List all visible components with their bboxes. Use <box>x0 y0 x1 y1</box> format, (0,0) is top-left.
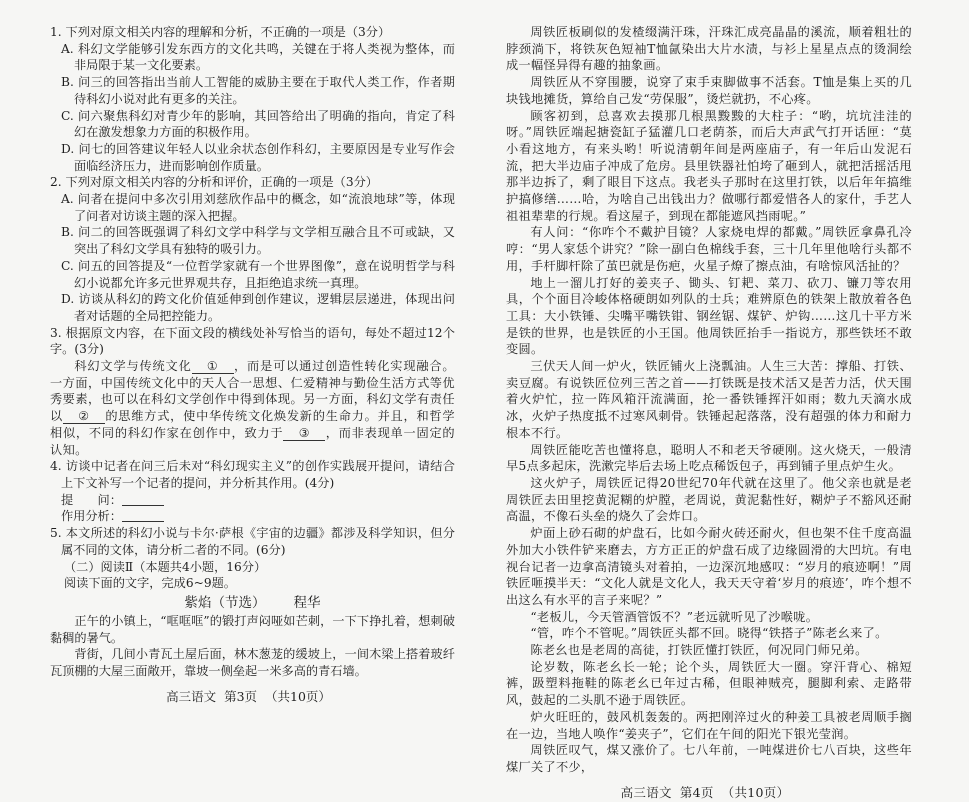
story-title: 紫焰（节选） <box>184 594 266 611</box>
question-4 <box>50 458 455 525</box>
question-1-option-b: B. 问三的回答指出当前人工智能的威胁主要在于取代人类工作，作者期待科幻小说对此有更多的关注。 <box>61 75 455 106</box>
story-paragraph: 三伏天人间一炉火，铁匠铺火上浇瓢油。人生三大苦：撑船、打铁、卖豆腐。有说铁匠位列三苦之首——打铁既是技术活又是苦力活，伏天围着火炉忙，拉一阵风箱汗流满面，抡一番铁锤挥汗如雨；数九天滴水成冰，火炉子热度抵不过寒风刺骨。铁锤起起落落，没有超强的体力和耐力根本不行。 <box>506 359 912 440</box>
story-title-row <box>50 594 455 612</box>
question-3 <box>50 325 455 459</box>
question-4-ask-row <box>61 492 455 509</box>
blank-3: ③ <box>283 427 325 441</box>
question-2-option-c: C. 问五的回答提及“一位哲学家就有一个世界图像”，意在说明哲学与科幻小说都允许多元世界观共存，且拒绝追求统一真理。 <box>61 258 455 290</box>
page-footer-left <box>50 688 455 706</box>
footer-total-pages: （共10页） <box>721 784 790 800</box>
story-paragraph: 有人问：“你咋个不戴护目镜？人家烧电焊的都戴。”周铁匠拿鼻孔冷哼：“男人家恁个讲究？”除一副白色棉线手套，三十几年里他啥行头都不用，手杆脚杆除了茧巴就是伤疤，火星子燎了擦点油，有啥惊风活扯的？ <box>506 225 912 273</box>
story-paragraph: 周铁匠从不穿围腰，说穿了束手束脚做事不活套。T恤是集上买的几块钱地摊货，算给自己发“劳保服”，烫烂就扔，不心疼。 <box>506 75 912 106</box>
left-page <box>50 24 455 706</box>
analysis-answer-line <box>122 521 164 522</box>
question-2-option-a: A. 问者在提问中多次引用刘慈欣作品中的概念，如“流浪地球”等，体现了问者对访谈主题的深入把握。 <box>61 192 455 223</box>
question-5 <box>50 525 455 558</box>
question-2-stem: 2. 下列对原文相关内容的分析和评价，正确的一项是（3分） <box>50 175 378 190</box>
question-2-option-b: B. 问二的回答既强调了科幻文学中科学与文学相互融合且不可或缺，又突出了科幻文学具有独特的吸引力。 <box>61 225 455 257</box>
story-paragraph: 这火炉子，周铁匠记得20世纪70年代就在这里了。他父亲也就是老周铁匠去田里挖黄泥糊的炉膛，老周说，黄泥黏性好，糊炉子不豁风还耐高温，不像石头垒的烧久了会炸口。 <box>506 475 912 524</box>
ask-answer-line <box>122 505 164 506</box>
question-1 <box>50 24 455 174</box>
story-paragraph: 周铁匠叹气，煤又涨价了。七八年前，一吨煤进价七八百块，这些年煤厂关了不少， <box>506 743 912 774</box>
footer-subject: 高三语文 <box>620 784 672 800</box>
question-5-stem: 5. 本文所述的科幻小说与卡尔·萨根《宇宙的边疆》都涉及科学知识，但分属不同的文体，请分析二者的不同。(6分) <box>50 526 455 557</box>
footer-subject: 高三语文 <box>166 688 217 704</box>
page-footer-right <box>506 784 912 802</box>
story-author: 程华 <box>293 594 321 611</box>
story-paragraph: 背街，几间小青瓦土屋后面，林木葱茏的缓坡上，一间木梁上搭着玻纤瓦顶棚的大屋三面敞开，靠坡一侧垒起一米多高的青石墙。 <box>50 647 455 679</box>
right-page <box>506 24 912 802</box>
question-3-stem: 3. 根据原文内容，在下面文段的横线处补写恰当的语句，每处不超过12个字。(3分) <box>50 325 455 357</box>
question-1-option-a: A. 科幻文学能够引发东西方的文化共鸣，关键在于将人类视为整体，而非局限于某一文化要素。 <box>61 41 455 73</box>
story-paragraph: 论岁数，陈老幺长一轮；论个头，周铁匠大一圈。穿汗背心、棉短裤，趿塑料拖鞋的陈老幺已年过古稀，但眼神贼亮，腿脚利索、走路带风，鼓起的二头肌不逊于周铁匠。 <box>506 659 912 708</box>
footer-page-number: 第3页 <box>224 688 258 704</box>
ask-label: 提 问： <box>61 492 122 507</box>
passage-text-2: ，而是可以通过创造性转化实现融合。一方面，中国传统文化中的天人合一思想、仁爱精神与勤俭生活方式等优秀要素，也可以在科幻文学创作中得到体现。另一方面，科幻文学有责任以 <box>50 359 455 424</box>
story-paragraph: 顾客初到，总喜欢去摸那几根黑黢黢的大柱子：“哟，坑坑洼洼的呀。”周铁匠端起搪瓷缸子猛灌几口老荫茶，而后大声武气打开话匣：“莫小看这地方，有来头哟！听说清朝年间是两座庙子，有一年后山发泥石流，把大半边庙子冲成了危房。县里铁器社怕垮了砸到人，就把活摇活甩那半边拆了，剩了眼目下这点。我老头子那时在这里打铁，以后年年搞维护搞修缮……哈，为啥自己出钱出力？做哪行都爱惜各人的家什，手艺人祖祖辈辈的行规。看这屋子，到现在都能遮风挡雨呢。” <box>506 108 912 223</box>
analysis-label: 作用分析： <box>61 509 122 524</box>
question-2-option-d: D. 访谈从科幻的跨文化价值延伸到创作建议，逻辑层层递进，体现出问者对话题的全局把控能力。 <box>61 292 455 323</box>
question-2 <box>50 174 455 324</box>
question-3-passage <box>50 358 455 458</box>
passage-text-3: 的思维方式，使中华传统文化焕发新的生命力。并且，和哲学相似，不同的科幻作家在创作中，致力于 <box>50 409 455 440</box>
question-1-option-c: C. 问六聚焦科幻对青少年的影响，其回答给出了明确的指向，肯定了科幻在激发想象力方面的积极作用。 <box>61 108 455 140</box>
story-paragraph: 炉火旺旺的，鼓风机轰轰的。两把刚淬过火的种姜工具被老周顺手搁在一边，当地人唤作“姜夹子”，它们在午间的阳光下银光莹润。 <box>506 709 912 741</box>
footer-page-number: 第4页 <box>679 784 714 800</box>
question-4-stem: 4. 访谈中记者在问三后未对“科幻现实主义”的创作实践展开提问，请结合上下文补写一个记者的提问，并分析其作用。(4分) <box>50 459 455 490</box>
passage-text-1: 科幻文学与传统文化 <box>74 359 192 374</box>
story-paragraph: “管，咋个不管呢。”周铁匠头都不回。晓得“铁搭子”陈老幺来了。 <box>530 626 888 641</box>
story-paragraph: 周铁匠能吃苦也懂将息，聪明人不和老天爷硬刚。这火烧天，一般清早5点多起床，洗漱完毕后去场上吃点稀饭包子，再到铺子里点炉生火。 <box>506 442 912 474</box>
story-paragraph: 炉面上砂石砌的炉盘石，比如今耐火砖还耐火，但也架不住千度高温外加大小铁件铲来磨去，方方正正的炉盘石成了边缘圆滑的大凹坑。有电视台记者一边拿高清镜头对着拍，一边深沉地感叹：“岁月的痕迹啊！”周铁匠咂摸半天：“文化人就是文化人，我天天守着‘岁月的痕迹’，咋个想不出这么有水平的言子来呢？” <box>506 526 912 607</box>
question-1-stem: 1. 下列对原文相关内容的理解和分析，不正确的一项是（3分） <box>50 25 391 39</box>
story-paragraph: 周铁匠板刷似的发楂缀满汗珠，汗珠汇成亮晶晶的溪流，顺着粗壮的脖颈淌下，将铁灰色短袖T恤氤染出大片水渍，与衫上星星点点的烫洞绘成一幅怪异得有趣的抽象画。 <box>506 25 912 73</box>
story-paragraph: 地上一溜儿打好的姜夹子、锄头、钉耙、菜刀、砍刀、镰刀等农用具，个个面目冷峻体格硬朗如列队的士兵；难辨原色的铁架上散放着各色工具：大小铁锤、尖嘴平嘴铁钳、钢丝锯、煤铲、炉钩……这几十平方米是铁的世界，也是铁匠的小王国。他周铁匠抬手一指说方，那些铁坯不敢变圆。 <box>506 275 912 357</box>
blank-1: ① <box>192 360 234 374</box>
passage-text-4: ，而非表现单一固定的认知。 <box>50 425 456 457</box>
story-paragraph: 正午的小镇上，“哐哐哐”的锻打声闷哑如芒刺，一下下挣扎着，想刺破黏稠的暑气。 <box>50 613 455 645</box>
section-heading: （二）阅读Ⅱ（本题共4小题，16分） <box>64 559 267 574</box>
section-instruction: 阅读下面的文字，完成6~9题。 <box>64 576 236 591</box>
story-paragraph: 陈老幺也是老周的高徒，打铁匠懂打铁匠，何况同门师兄弟。 <box>530 643 868 658</box>
question-4-analysis-row <box>61 508 455 525</box>
footer-total-pages: （共10页） <box>265 688 331 704</box>
story-paragraph: “老板儿，今天管酒管饭不？”老远就听见了沙喉咙。 <box>530 609 819 624</box>
blank-2: ② <box>63 410 105 424</box>
question-1-option-d: D. 问七的回答建议年轻人以业余状态创作科幻，主要原因是专业写作会面临经济压力，进而影响创作质量。 <box>61 141 455 173</box>
